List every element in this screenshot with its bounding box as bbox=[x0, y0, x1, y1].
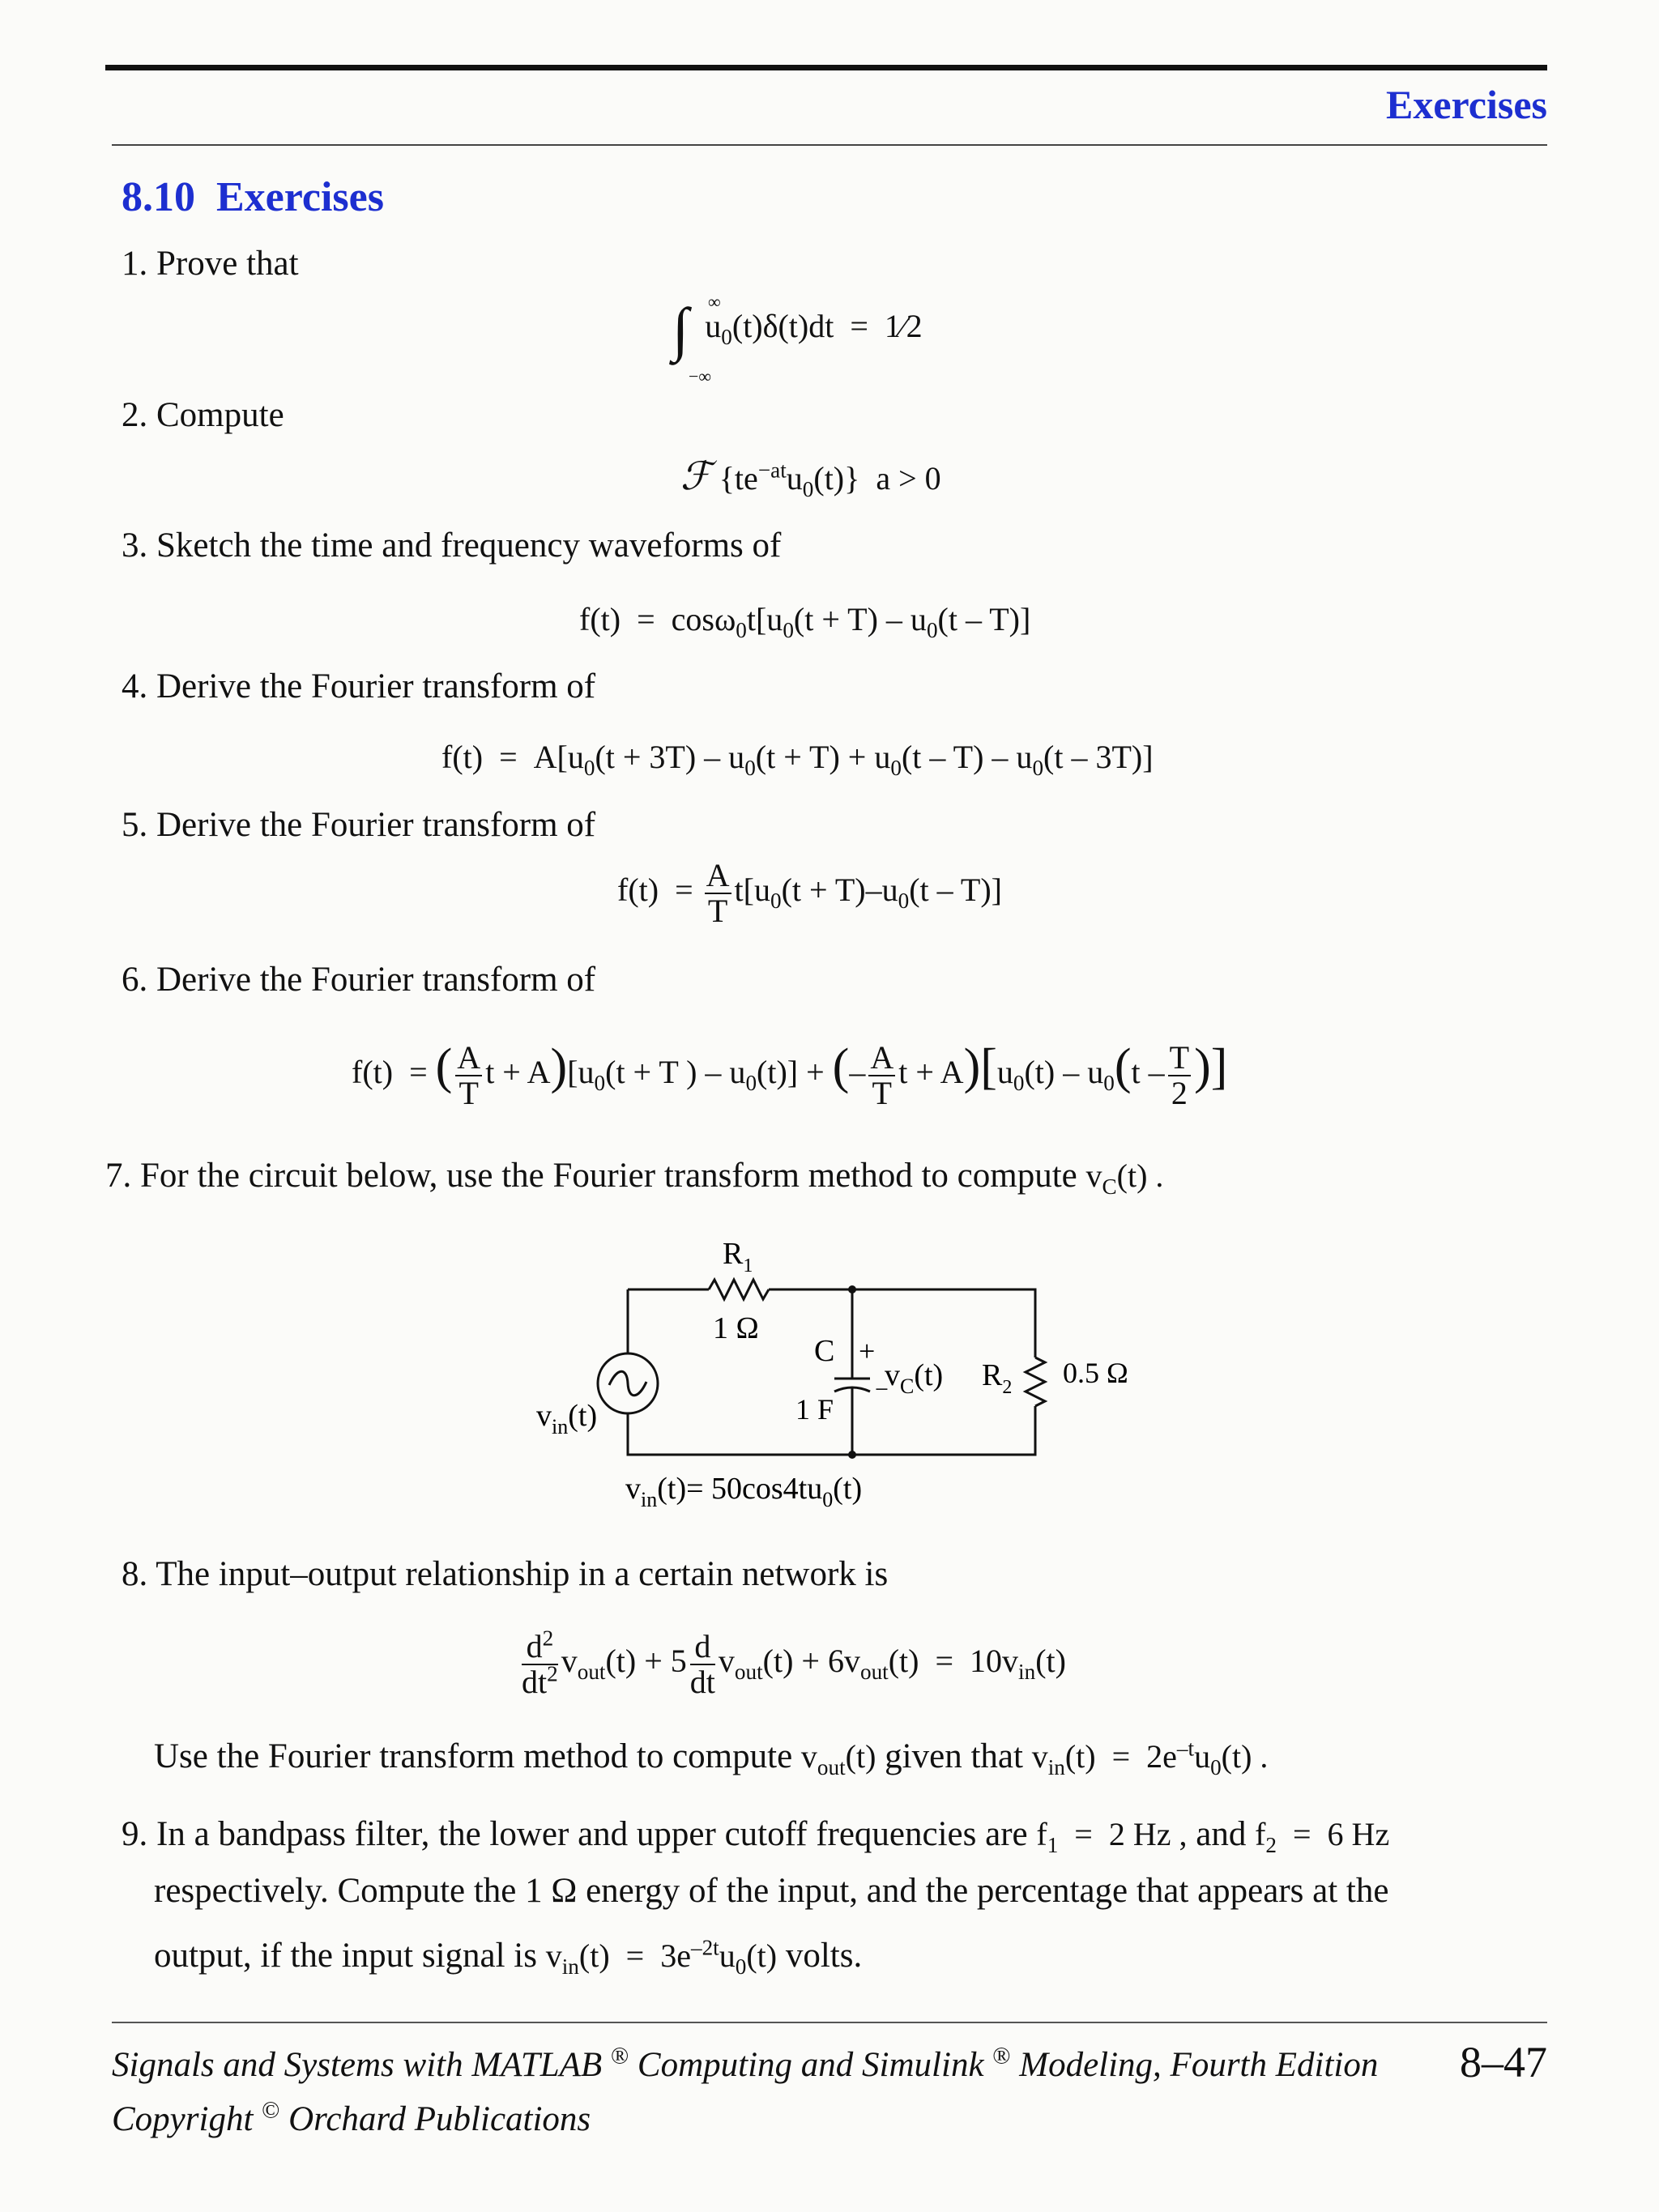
exercise-number: 2 bbox=[122, 396, 139, 434]
r1-label: $R_1$ bbox=[723, 1237, 753, 1276]
equation-6: f(t) = ( $\frac{A}{T}$ $t + A)[u_0(t + T$ ) – $u_0(t)$] + (– $\frac{A}{T}$ $t + A)[u_0(t) - u_0(t$ – $\frac{T}{2}$ )] bbox=[352, 1039, 1228, 1111]
exercise-9-line-2: respectively. Compute the 1 Ω energy of the input, and the percentage that appears at the bbox=[154, 1872, 1389, 1910]
running-header: Exercises bbox=[1385, 82, 1547, 127]
header-underline bbox=[112, 144, 1547, 146]
exercise-text: Prove that bbox=[156, 245, 299, 283]
exercise-number: 4 bbox=[122, 667, 139, 705]
exercise-number: 8 bbox=[122, 1555, 139, 1593]
r2-label: $R_2$ bbox=[982, 1358, 1013, 1398]
exercise-text: Compute bbox=[156, 396, 284, 434]
page-number: 8–47 bbox=[1460, 2038, 1547, 2086]
section-heading bbox=[122, 173, 384, 221]
equation-8: $\frac{d^2}{dt^2}$ $v_{out}(t) + 5$ $\frac{d}{dt}$ $v_{out}(t) + 6v_{out}(t) = 10v_{in}(t)$ bbox=[522, 1626, 1066, 1700]
registered-mark: ® bbox=[610, 2043, 629, 2069]
exercise-9-text-a: In a bandpass filter, the lower and upper cutoff frequencies are bbox=[156, 1815, 1028, 1853]
circuit-diagram bbox=[518, 1231, 1150, 1523]
ac-source-wave-icon bbox=[609, 1371, 646, 1396]
header-rule bbox=[105, 65, 1547, 70]
exercise-9-line-3: output, if the input signal is $v_{in}(t) = 3e^{-2t}u_0(t)$ volts. bbox=[154, 1935, 863, 1979]
r2-value: 0.5 Ω bbox=[1063, 1357, 1128, 1389]
vc-label: $v_C(t)$ bbox=[885, 1358, 944, 1398]
equation-2: ℱ $\{te^{-at}u_0(t)\} a > 0$ bbox=[680, 455, 941, 501]
r2-resistor bbox=[1026, 1357, 1045, 1406]
exercise-number: 1 bbox=[122, 245, 139, 283]
exercise-6: 6. Derive the Fourier transform of bbox=[122, 961, 596, 999]
node-bottom bbox=[848, 1451, 856, 1459]
exercise-1: 1. Prove that bbox=[122, 245, 299, 283]
capacitor-label: C bbox=[814, 1334, 835, 1368]
exercise-8-instruction: Use the Fourier transform method to compute $v_{out}(t)$ given that $v_{in}(t) = 2e^{-t}u_0(t)$ . bbox=[154, 1736, 1269, 1779]
equation-3: $f(t) = \cos\omega_0t[u_0(t + T) - u_0(t - T)]$ bbox=[579, 601, 1031, 642]
equation-1: ∫ ∞ −∞ $u_0(t)\delta(t)dt$ = 1⁄2 bbox=[672, 292, 923, 386]
exercise-2: 2. Compute bbox=[122, 396, 284, 434]
exercise-9-line-1: 9. In a bandpass filter, the lower and upper cutoff frequencies are $f_1 = 2$ Hz , and $f_2 = 6$ Hz bbox=[122, 1815, 1390, 1857]
capacitor-plus: + bbox=[859, 1335, 876, 1367]
publisher-name: Orchard Publications bbox=[288, 2100, 591, 2138]
r1-resistor bbox=[709, 1280, 769, 1299]
footer-copyright bbox=[112, 2099, 591, 2139]
exercise-7: 7. For the circuit below, use the Fourier transform method to compute $v_C(t)$ . bbox=[105, 1157, 1164, 1199]
section-number: 8.10 bbox=[122, 174, 195, 220]
vin-label: $v_{in}(t)$ bbox=[536, 1399, 598, 1438]
exercise-9-text-d: volts. bbox=[785, 1937, 863, 1975]
exercise-8: 8. The input–output relationship in a certain network is bbox=[122, 1555, 889, 1593]
footer-rule bbox=[112, 2022, 1547, 2023]
source-equation: $v_{in}(t)= 50\cos 4tu_0(t)$ bbox=[625, 1472, 863, 1511]
copyright-label: Copyright bbox=[112, 2100, 254, 2138]
registered-mark: ® bbox=[992, 2043, 1011, 2069]
exercise-text: Derive the Fourier transform of bbox=[156, 806, 596, 844]
node-top bbox=[848, 1285, 856, 1294]
exercise-number: 9 bbox=[122, 1815, 139, 1853]
exercise-text: The input–output relationship in a certain network is bbox=[156, 1555, 889, 1593]
exercise-number: 3 bbox=[122, 526, 139, 565]
exercise-text: Sketch the time and frequency waveforms of bbox=[156, 526, 782, 565]
exercise-text: Derive the Fourier transform of bbox=[156, 667, 596, 705]
capacitor-minus: − bbox=[875, 1376, 889, 1403]
exercise-text: Derive the Fourier transform of bbox=[156, 961, 596, 999]
capacitor-value: 1 F bbox=[795, 1393, 834, 1426]
exercise-9-text-b: and bbox=[1196, 1815, 1247, 1853]
exercise-3: 3. Sketch the time and frequency waveforms of bbox=[122, 526, 782, 565]
circuit-wire-top-right bbox=[769, 1289, 1035, 1357]
footer-title-part-3: Modeling, Fourth Edition bbox=[1019, 2046, 1379, 2084]
footer-title-part-2: Computing and Simulink bbox=[637, 2046, 984, 2084]
exercise-9-text-c: output, if the input signal is bbox=[154, 1937, 537, 1975]
exercise-5: 5. Derive the Fourier transform of bbox=[122, 806, 596, 844]
exercise-8-text2: Use the Fourier transform method to compute bbox=[154, 1737, 793, 1775]
exercise-number: 7 bbox=[105, 1157, 123, 1195]
footer-book-title bbox=[112, 2045, 1378, 2085]
section-title: Exercises bbox=[216, 174, 384, 220]
exercise-text: For the circuit below, use the Fourier transform method to compute bbox=[140, 1157, 1077, 1195]
exercise-4: 4. Derive the Fourier transform of bbox=[122, 667, 596, 705]
equation-4: $f(t) = A[u_0(t + 3T) - u_0(t + T) + u_0(t - T) - u_0(t - 3T)]$ bbox=[441, 739, 1154, 780]
equation-5: f(t) = $\frac{A}{T}$ $t[u_0(t + T)-u_0(t - T)]$ bbox=[617, 857, 1002, 929]
r1-value: 1 Ω bbox=[713, 1311, 759, 1345]
footer-title-part-1: Signals and Systems with MATLAB bbox=[112, 2046, 603, 2084]
exercise-number: 6 bbox=[122, 961, 139, 999]
copyright-mark: © bbox=[262, 2097, 280, 2124]
exercise-number: 5 bbox=[122, 806, 139, 844]
